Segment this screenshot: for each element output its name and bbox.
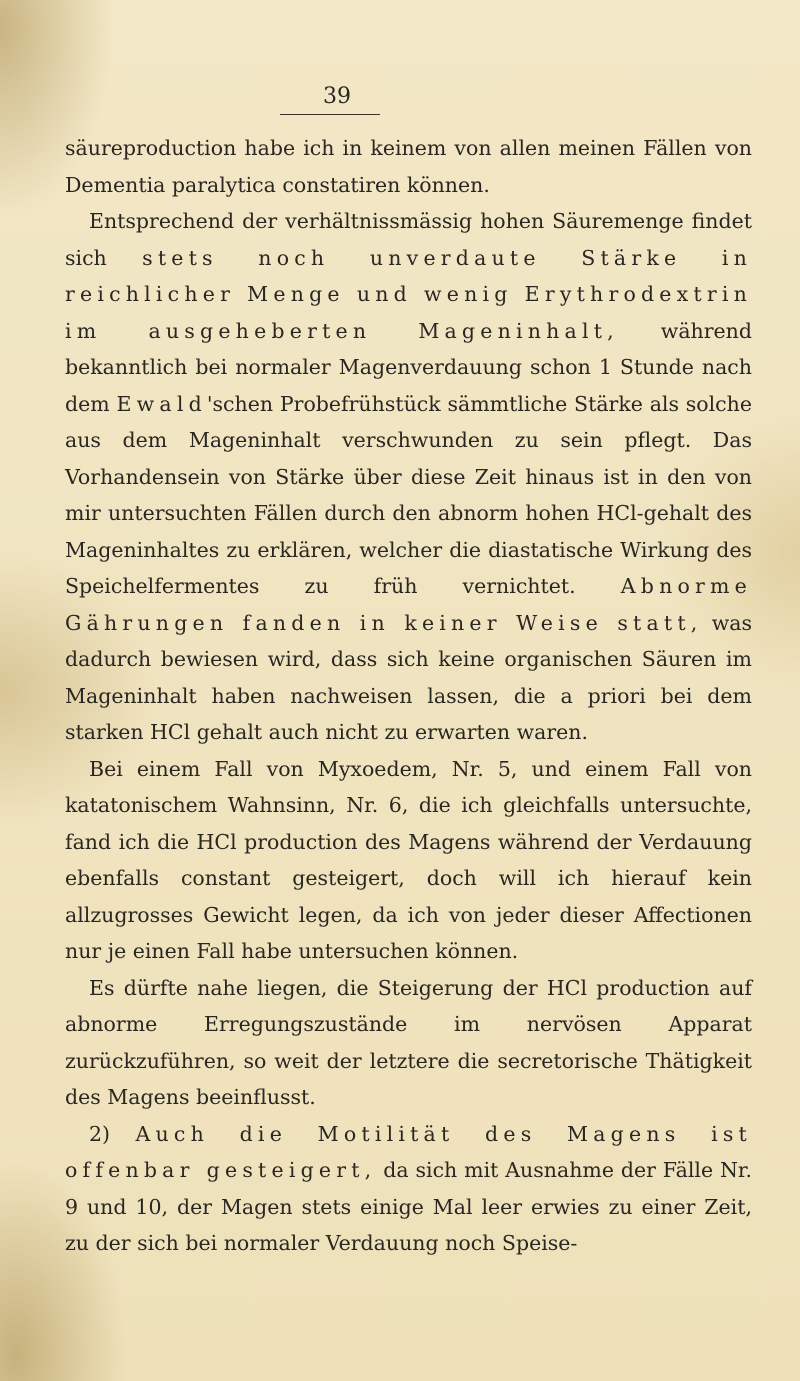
header-rule bbox=[280, 114, 380, 115]
paragraph-text: säureproduction habe ich in keinem von allen meinen Fällen von Dementia paralytica constatiren können. bbox=[65, 136, 752, 197]
paragraph bbox=[65, 751, 752, 970]
paragraph bbox=[65, 203, 752, 751]
paragraph-text: Es dürfte nahe liegen, die Steigerung der HCl production auf abnorme Erregungszustände im nervösen Apparat zurückzuführen, so weit der letztere die secretorische Thätigkeit des Magens beeinflusst. bbox=[65, 975, 752, 1109]
paragraph bbox=[65, 1116, 752, 1262]
paragraph bbox=[65, 130, 752, 203]
spaced-emphasis-text: stets noch unverdaute Stärke in reichlicher Menge und wenig Erythrodextrin im ausgeheberten Mageninhalt, bbox=[65, 245, 752, 343]
paragraph bbox=[65, 970, 752, 1116]
paragraph-text: Entsprechend der verhältnissmässig hohen Säuremenge findet sich bbox=[65, 209, 752, 270]
page-number: 39 bbox=[323, 84, 351, 109]
spaced-emphasis-text: Ewald bbox=[116, 391, 207, 416]
paragraph-text: 2) bbox=[89, 1121, 136, 1146]
paragraph-text: da sich mit Ausnahme der Fälle Nr. 9 und 10, der Magen stets einige Mal leer erwies zu einer Zeit, zu der sich bei normaler Verdauung noch Speise- bbox=[65, 1158, 752, 1255]
paragraph-text: Bei einem Fall von Myxoedem, Nr. 5, und einem Fall von katatonischem Wahnsinn, Nr. 6, die ich gleichfalls untersuchte, fand ich die HCl production des Magens während der Verdauung ebenfalls constant gesteigert, doch will ich hierauf kein allzugrosses Gewicht legen, da ich von jeder dieser Affectionen nur je einen Fall habe untersuchen können. bbox=[65, 756, 752, 963]
paragraph-text: was dadurch bewiesen wird, dass sich keine organischen Säuren im Mageninhalt haben nachweisen lassen, die a priori bei dem starken HCl gehalt auch nicht zu erwarten waren. bbox=[65, 610, 752, 744]
paragraph-text: 'schen Probefrühstück sämmtliche Stärke als solche aus dem Mageninhalt verschwunden zu sein pflegt. Das Vorhandensein von Stärke über diese Zeit hinaus ist in den von mir untersuchten Fällen durch den abnorm hohen HCl-gehalt des Mageninhaltes zu erklären, welcher die diastatische Wirkung des Speichelfermentes zu früh vernichtet. bbox=[65, 391, 753, 598]
spaced-emphasis-text: Abnorme Gährungen fanden in keiner Weise statt, bbox=[65, 574, 752, 635]
paragraph-text: während bekanntlich bei normaler Magenverdauung schon 1 Stunde nach dem bbox=[65, 318, 753, 416]
body-text bbox=[65, 130, 752, 1262]
spaced-emphasis-text: Auch die Motilität des Magens ist offenbar gesteigert, bbox=[65, 1121, 752, 1182]
